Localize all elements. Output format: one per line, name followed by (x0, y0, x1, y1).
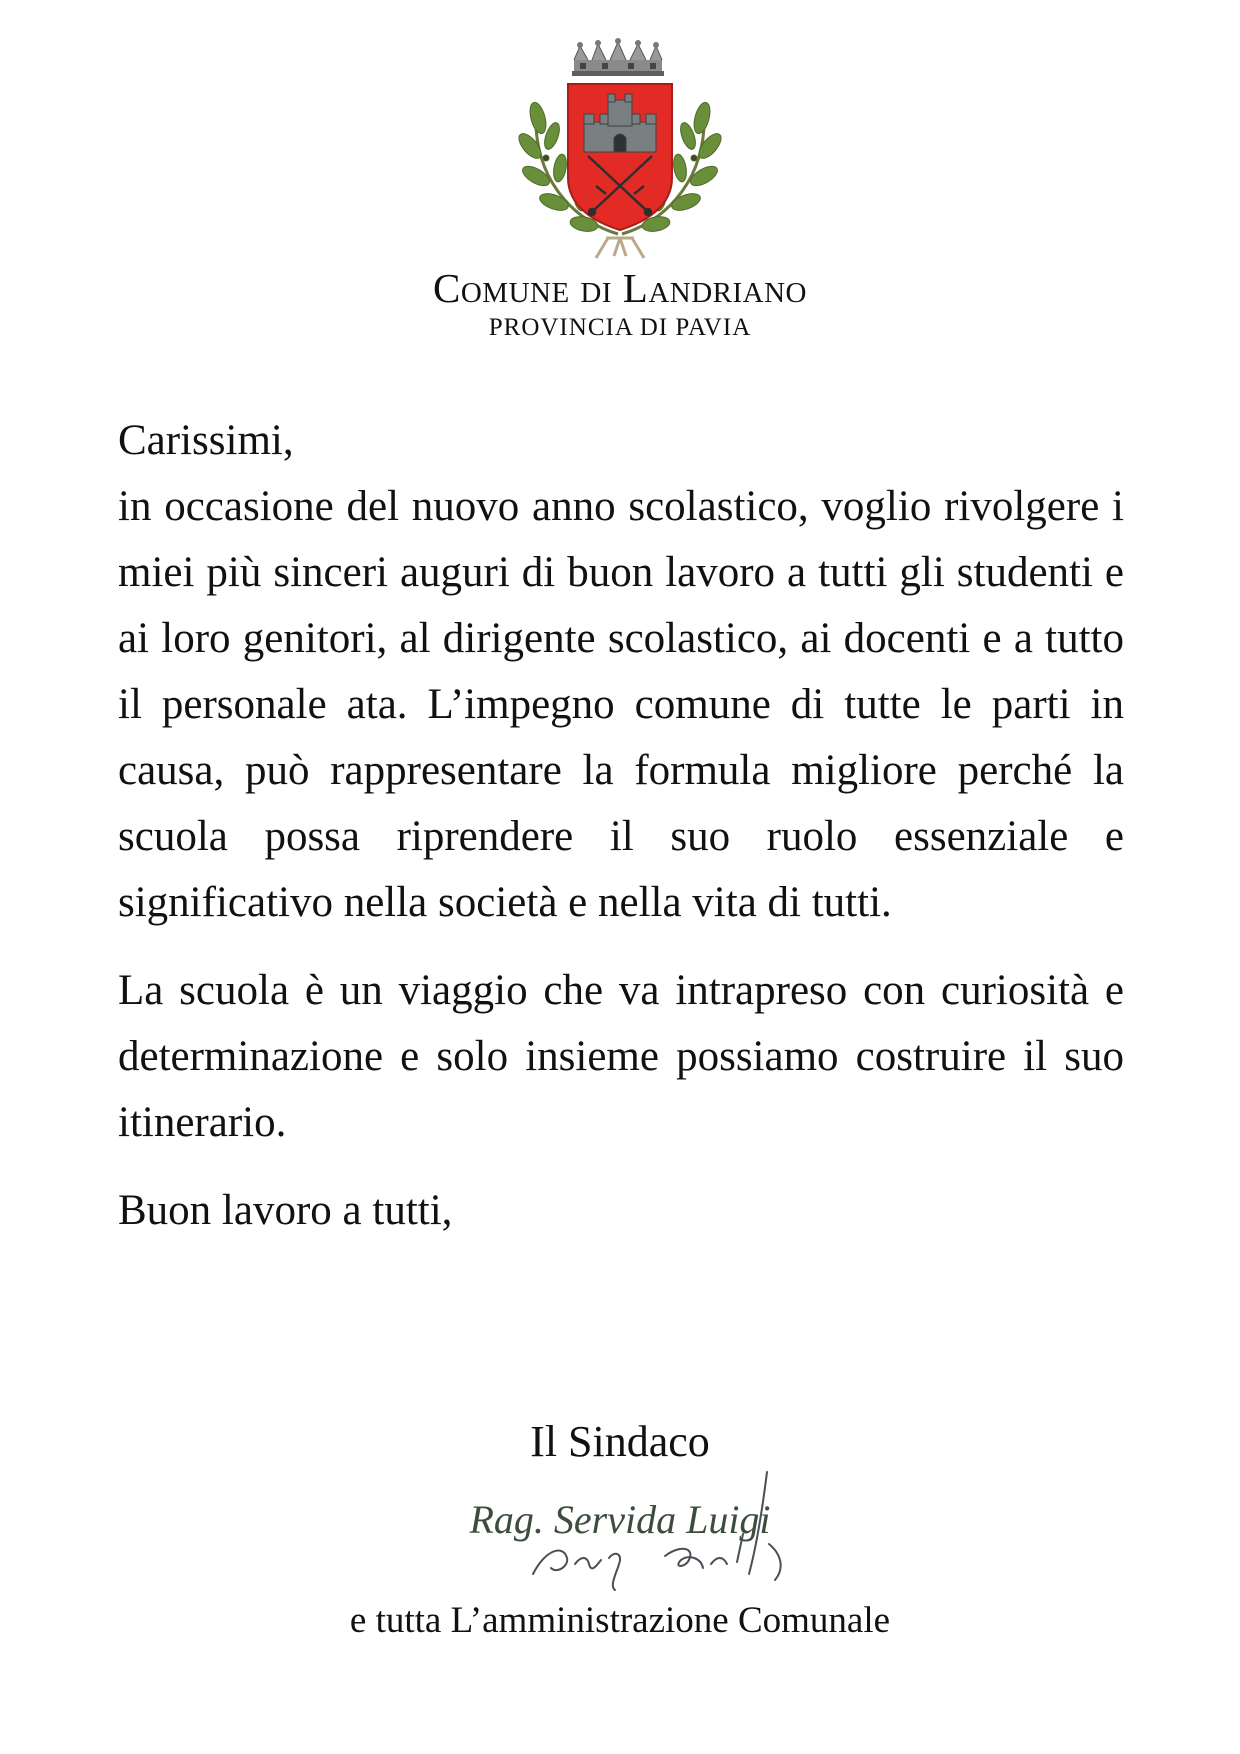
handwritten-signature-icon (505, 1464, 835, 1594)
paragraph-2: La scuola è un viaggio che va intrapreso con curiosità e determinazione e solo insieme possiamo costruire il suo itinerario. (118, 967, 1124, 1146)
signature-block (0, 1412, 1240, 1662)
signatory-role: Il Sindaco (530, 1417, 710, 1466)
municipal-coat-of-arms-icon (510, 38, 730, 260)
municipality-name: Comune di Landriano (433, 265, 807, 311)
crown-icon (572, 38, 664, 76)
province-name: PROVINCIA DI PAVIA (488, 314, 752, 341)
signatory-name: Rag. Servida Luigi (469, 1497, 771, 1542)
letterhead (0, 265, 1240, 341)
administration-line: e tutta L’amministrazione Comunale (349, 1600, 891, 1641)
greeting: Carissimi, (118, 417, 294, 464)
paragraph-1: in occasione del nuovo anno scolastico, voglio rivolgere i miei più sinceri auguri di buon lavoro a tutti gli studenti e ai loro genitori, al dirigente scolastico, ai docenti e a tutto il personale ata. L’impegno comune di tutte le parti in causa, può rappresentare la formula migliore perché la scuola possa riprendere il suo ruolo essenziale e significativo nella società e nella vita di tutti. (118, 483, 1124, 926)
ribbon-icon (596, 238, 644, 258)
letter-body (118, 408, 1124, 1244)
shield-icon (568, 84, 672, 230)
closing: Buon lavoro a tutti, (118, 1187, 453, 1234)
